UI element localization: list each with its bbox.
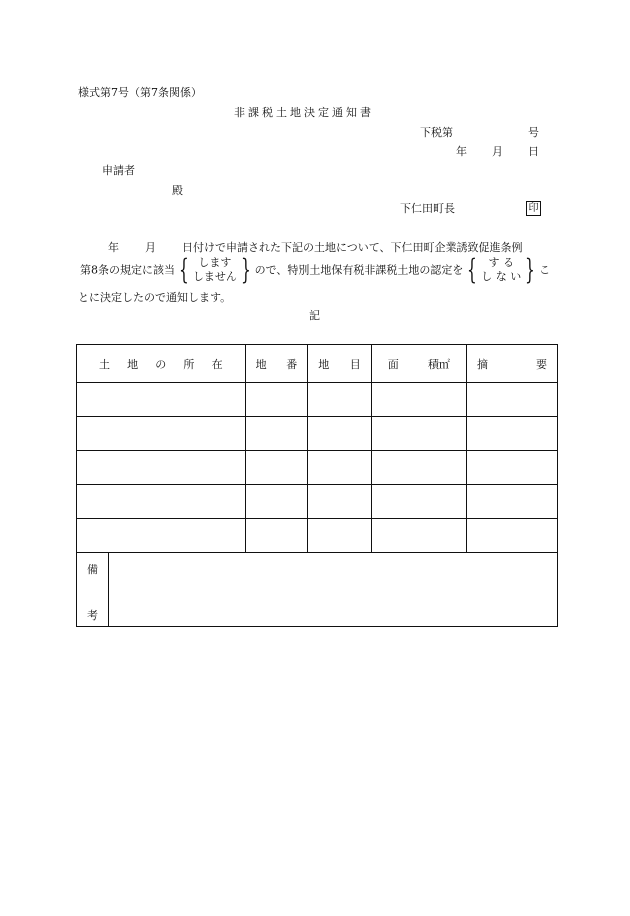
table-cell[interactable] [466,451,557,485]
table-cell[interactable] [245,417,308,451]
body-year: 年 [108,241,119,254]
remarks-box [76,552,558,627]
body-line-1 [108,242,523,253]
document-title: 非課税土地決定通知書 [234,106,374,119]
table-header-row [77,345,558,383]
body-text-2c: こ [539,263,551,277]
choice-shimasen: しません [192,270,237,283]
table-cell[interactable] [77,383,246,417]
body-month: 月 [145,241,156,254]
form-number: 様式第7号（第7条関係） [78,86,202,99]
header-summary: 摘 要 [466,345,557,383]
table-cell[interactable] [77,485,246,519]
table-cell[interactable] [77,519,246,553]
table-row [77,417,558,451]
ki-heading: 記 [309,309,320,322]
table-cell[interactable] [77,451,246,485]
table-cell[interactable] [77,417,246,451]
table-row [77,451,558,485]
table-cell[interactable] [371,417,466,451]
applicant-label: 申請者 [102,164,135,177]
table-cell[interactable] [371,383,466,417]
table-cell[interactable] [245,485,308,519]
body-line-2 [80,253,551,286]
body-text-1: 日付けで申請された下記の土地について、下仁田町企業誘致促進条例 [182,241,523,254]
header-location: 土 地 の 所 在 [77,345,246,383]
remarks-label [77,553,109,626]
header-lot-number: 地 番 [245,345,308,383]
table-cell[interactable] [466,417,557,451]
table-cell[interactable] [308,451,372,485]
choice-brace-1: { します しません } [179,253,251,286]
seal-box: 印 [526,201,541,216]
table-cell[interactable] [466,485,557,519]
date-day: 日 [528,145,539,158]
table-cell[interactable] [245,451,308,485]
remarks-char-2: 考 [87,609,98,622]
table-row [77,519,558,553]
honorific: 殿 [172,184,183,197]
table-cell[interactable] [308,519,372,553]
table-cell[interactable] [245,383,308,417]
table-cell[interactable] [371,451,466,485]
table-cell[interactable] [371,485,466,519]
choice-shimasu: します [198,256,232,269]
body-text-2a: 第8条の規定に該当 [80,263,175,277]
choice-brace-2: { す る し な い } [467,253,536,286]
body-text-2b: ので、特別土地保有税非課税土地の認定を [254,263,464,277]
choice-shinai: し な い [481,270,522,283]
choice-suru: す る [488,256,515,269]
table-cell[interactable] [308,383,372,417]
header-land-category: 地 目 [308,345,372,383]
table-cell[interactable] [466,383,557,417]
issuer-name: 下仁田町長 [400,202,455,215]
remarks-field[interactable] [109,553,557,626]
seal-mark [526,201,541,216]
remarks-char-1: 備 [87,563,98,576]
doc-number-prefix: 下税第 [420,126,453,139]
land-table [76,344,558,553]
table-cell[interactable] [466,519,557,553]
table-row [77,383,558,417]
header-area: 面 積㎡ [371,345,466,383]
table-row [77,485,558,519]
table-cell[interactable] [308,417,372,451]
date-month: 月 [492,145,503,158]
table-cell[interactable] [308,485,372,519]
table-cell[interactable] [371,519,466,553]
table-cell[interactable] [245,519,308,553]
doc-number-suffix: 号 [528,126,539,139]
body-line-3: とに決定したので通知します。 [78,291,232,304]
date-year: 年 [456,145,467,158]
